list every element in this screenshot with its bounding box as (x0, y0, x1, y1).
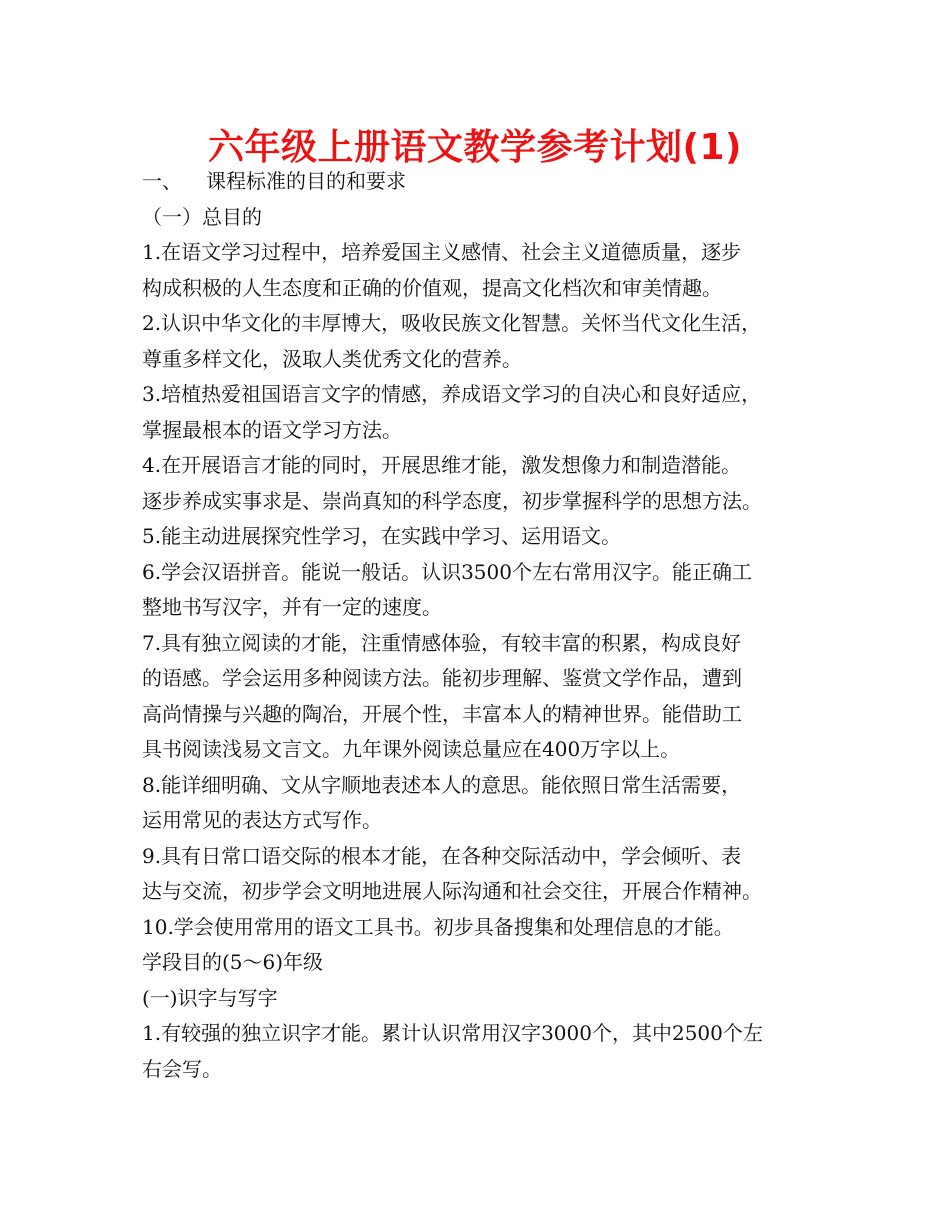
text-line: 达与交流，初步学会文明地进展人际沟通和社会交往，开展合作精神。 (142, 879, 762, 903)
text-line: 整地书写汉字，并有一定的速度。 (142, 595, 442, 619)
section-heading (142, 164, 832, 200)
text-line: 右会写。 (142, 1056, 222, 1081)
text-line: 运用常见的表达方式写作。 (142, 808, 382, 832)
text-line: （一）总目的 (142, 204, 262, 229)
text-line: 7.具有独立阅读的才能，注重情感体验，有较丰富的积累，构成良好 (142, 630, 742, 655)
text-line: 尊重多样文化，汲取人类优秀文化的营养。 (142, 346, 522, 371)
text-line: 8.能详细明确、文从字顺地表述本人的意思。能依照日常生活需要， (142, 772, 742, 797)
document-title: 六年级上册语文教学参考计划(1) (208, 127, 742, 168)
text-line: 学段目的(5～6)年级 (142, 950, 324, 974)
text-line: 10.学会使用常用的语文工具书。初步具备搜集和处理信息的才能。 (142, 914, 734, 939)
text-line: 1.在语文学习过程中，培养爱国主义感情、社会主义道德质量，逐步 (142, 240, 742, 264)
text-line: 的语感。学会运用多种阅读方法。能初步理解、鉴赏文学作品，遭到 (142, 666, 742, 690)
section-title: 课程标准的目的和要求 (206, 169, 406, 193)
text-line: 构成积极的人生态度和正确的价值观，提高文化档次和审美情趣。 (142, 275, 722, 300)
text-line: 6.学会汉语拼音。能说一般话。认识3500个左右常用汉字。能正确工 (142, 559, 752, 584)
document-body (142, 164, 832, 1087)
text-line: 逐步养成实事求是、崇尚真知的科学态度，初步掌握科学的思想方法。 (142, 488, 762, 513)
text-line: 5.能主动进展探究性学习，在实践中学习、运用语文。 (142, 524, 622, 548)
text-line: 掌握最根本的语文学习方法。 (142, 417, 402, 442)
text-line: 4.在开展语言才能的同时，开展思维才能，激发想像力和制造潜能。 (142, 453, 742, 477)
text-line: 1.有较强的独立识字才能。累计认识常用汉字3000个，其中2500个左 (142, 1021, 763, 1045)
text-line: 3.培植热爱祖国语言文字的情感，养成语文学习的自决心和良好适应， (142, 382, 762, 406)
section-number: 一、 (142, 169, 182, 193)
text-line: 2.认识中华文化的丰厚博大，吸收民族文化智慧。关怀当代文化生活， (142, 311, 762, 335)
text-line: 具书阅读浅易文言文。九年课外阅读总量应在400万字以上。 (142, 737, 681, 761)
text-line: (一)识字与写字 (142, 985, 278, 1010)
text-line: 高尚情操与兴趣的陶冶，开展个性，丰富本人的精神世界。能借助工 (142, 701, 742, 726)
text-line: 9.具有日常口语交际的根本才能，在各种交际活动中，学会倾听、表 (142, 843, 742, 868)
